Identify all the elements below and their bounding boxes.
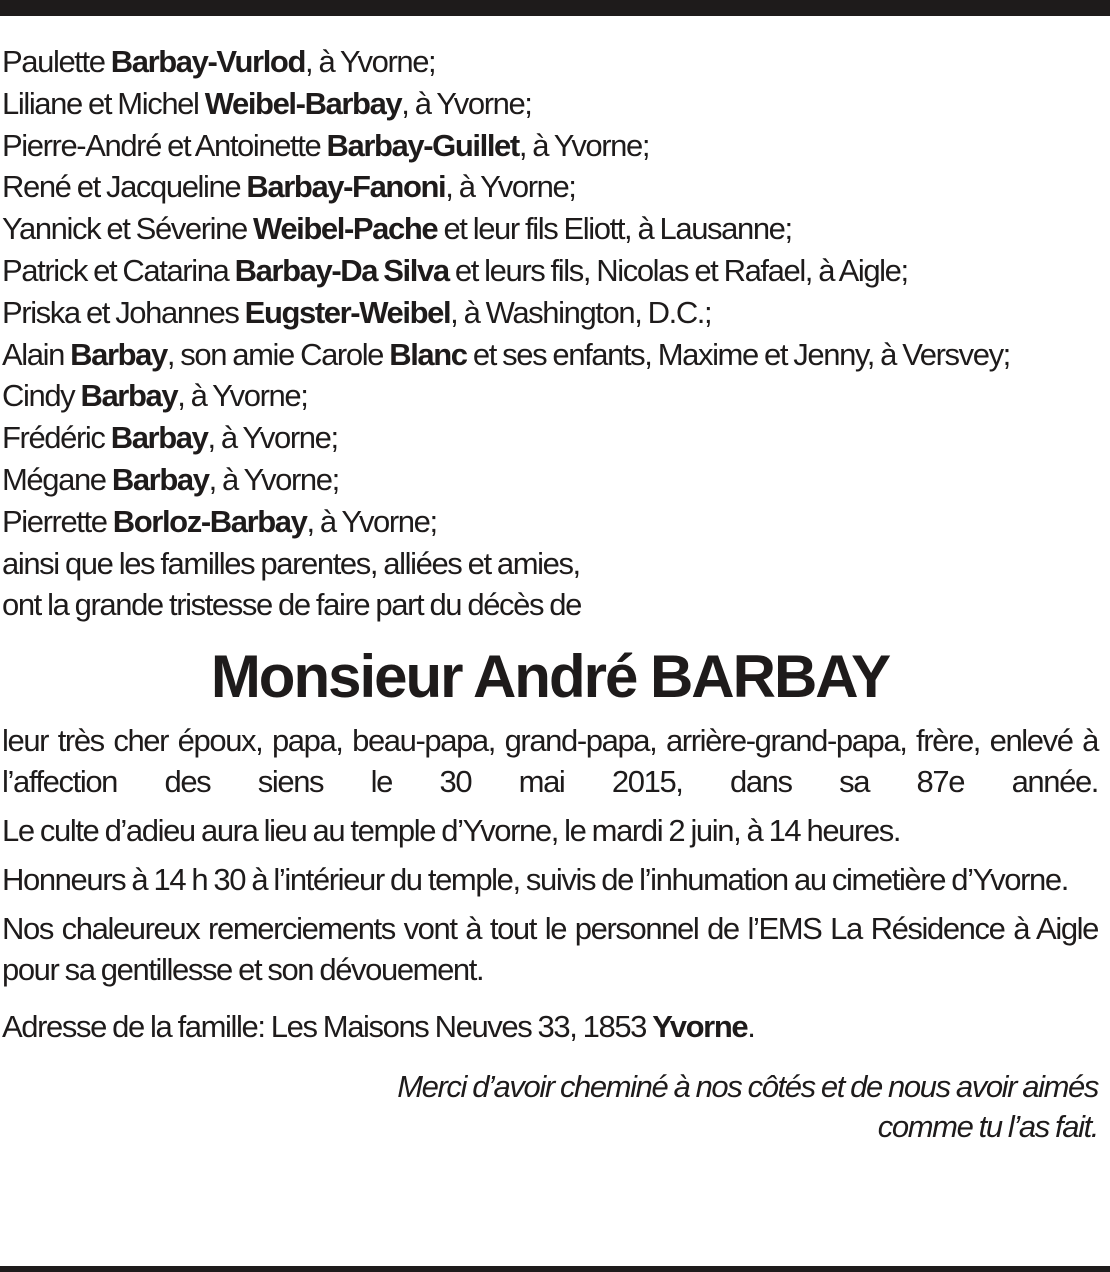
family-line: Liliane et Michel Weibel-Barbay, à Yvorne; bbox=[2, 85, 532, 121]
family-name: Weibel-Barbay bbox=[204, 85, 402, 121]
family-name: Borloz-Barbay bbox=[112, 503, 307, 539]
family-line: Cindy Barbay, à Yvorne; bbox=[2, 378, 308, 414]
family-name: Barbay bbox=[80, 378, 178, 414]
bottom-rule bbox=[0, 1266, 1110, 1272]
family-name: Barbay-Vurlod bbox=[110, 44, 306, 79]
honors-paragraph: Honneurs à 14 h 30 à l’intérieur du temple, suivis de l’inhumation au cimetière d’Yvorne. bbox=[2, 862, 1068, 898]
family-name: Eugster-Weibel bbox=[244, 294, 451, 330]
closing-quote bbox=[2, 1067, 1098, 1147]
family-name: Barbay-Guillet bbox=[326, 127, 519, 163]
family-line: Paulette Barbay-Vurlod, à Yvorne; bbox=[2, 44, 436, 79]
family-line: Mégane Barbay, à Yvorne; bbox=[2, 461, 339, 497]
intro-line: ont la grande tristesse de faire part du décès de bbox=[2, 587, 581, 623]
family-line: Priska et Johannes Eugster-Weibel, à Washington, D.C.; bbox=[2, 294, 712, 330]
deceased-name: Monsieur André BARBAY bbox=[210, 643, 890, 711]
family-line: Pierre-André et Antoinette Barbay-Guillet, à Yvorne; bbox=[2, 127, 650, 163]
obituary-notice bbox=[2, 41, 1098, 1147]
family-name: Barbay-Fanoni bbox=[246, 169, 446, 205]
family-name: Barbay-Da Silva bbox=[234, 252, 449, 288]
family-list bbox=[2, 41, 1098, 543]
thanks-paragraph: Nos chaleureux remerciements vont à tout le personnel de l’EMS La Résidence à Aigle pour sa gentillesse et son dévouement. bbox=[2, 911, 1098, 988]
intro-line: ainsi que les familles parentes, alliées et amies, bbox=[2, 545, 580, 581]
description-paragraph: leur très cher époux, papa, beau-papa, grand-papa, arrière-grand-papa, frère, enlevé à l’affection des siens le 30 mai 2015, dans sa 87e année. bbox=[2, 723, 1098, 800]
family-line: Alain Barbay, son amie Carole Blanc et ses enfants, Maxime et Jenny, à Versvey; bbox=[2, 336, 1010, 372]
family-name: Barbay bbox=[110, 420, 208, 456]
family-line: Pierrette Borloz-Barbay, à Yvorne; bbox=[2, 503, 437, 539]
service-paragraph: Le culte d’adieu aura lieu au temple d’Yvorne, le mardi 2 juin, à 14 heures. bbox=[2, 813, 901, 849]
family-line: René et Jacqueline Barbay-Fanoni, à Yvorne; bbox=[2, 169, 576, 205]
closing-line: comme tu l’as fait. bbox=[877, 1109, 1098, 1145]
family-name: Barbay bbox=[70, 336, 167, 372]
family-line: Patrick et Catarina Barbay-Da Silva et leurs fils, Nicolas et Rafael, à Aigle; bbox=[2, 252, 908, 288]
family-name: Blanc bbox=[389, 336, 467, 372]
top-rule bbox=[0, 0, 1110, 16]
address-town: Yvorne bbox=[652, 1009, 748, 1045]
family-name: Barbay bbox=[111, 461, 209, 497]
family-line: Frédéric Barbay, à Yvorne; bbox=[2, 420, 338, 456]
address-paragraph: Adresse de la famille: Les Maisons Neuves 33, 1853 Yvorne. bbox=[2, 1009, 755, 1045]
closing-line: Merci d’avoir cheminé à nos côtés et de nous avoir aimés bbox=[397, 1069, 1098, 1105]
family-name: Weibel-Pache bbox=[253, 211, 438, 247]
family-line: Yannick et Séverine Weibel-Pache et leur fils Eliott, à Lausanne; bbox=[2, 211, 792, 247]
